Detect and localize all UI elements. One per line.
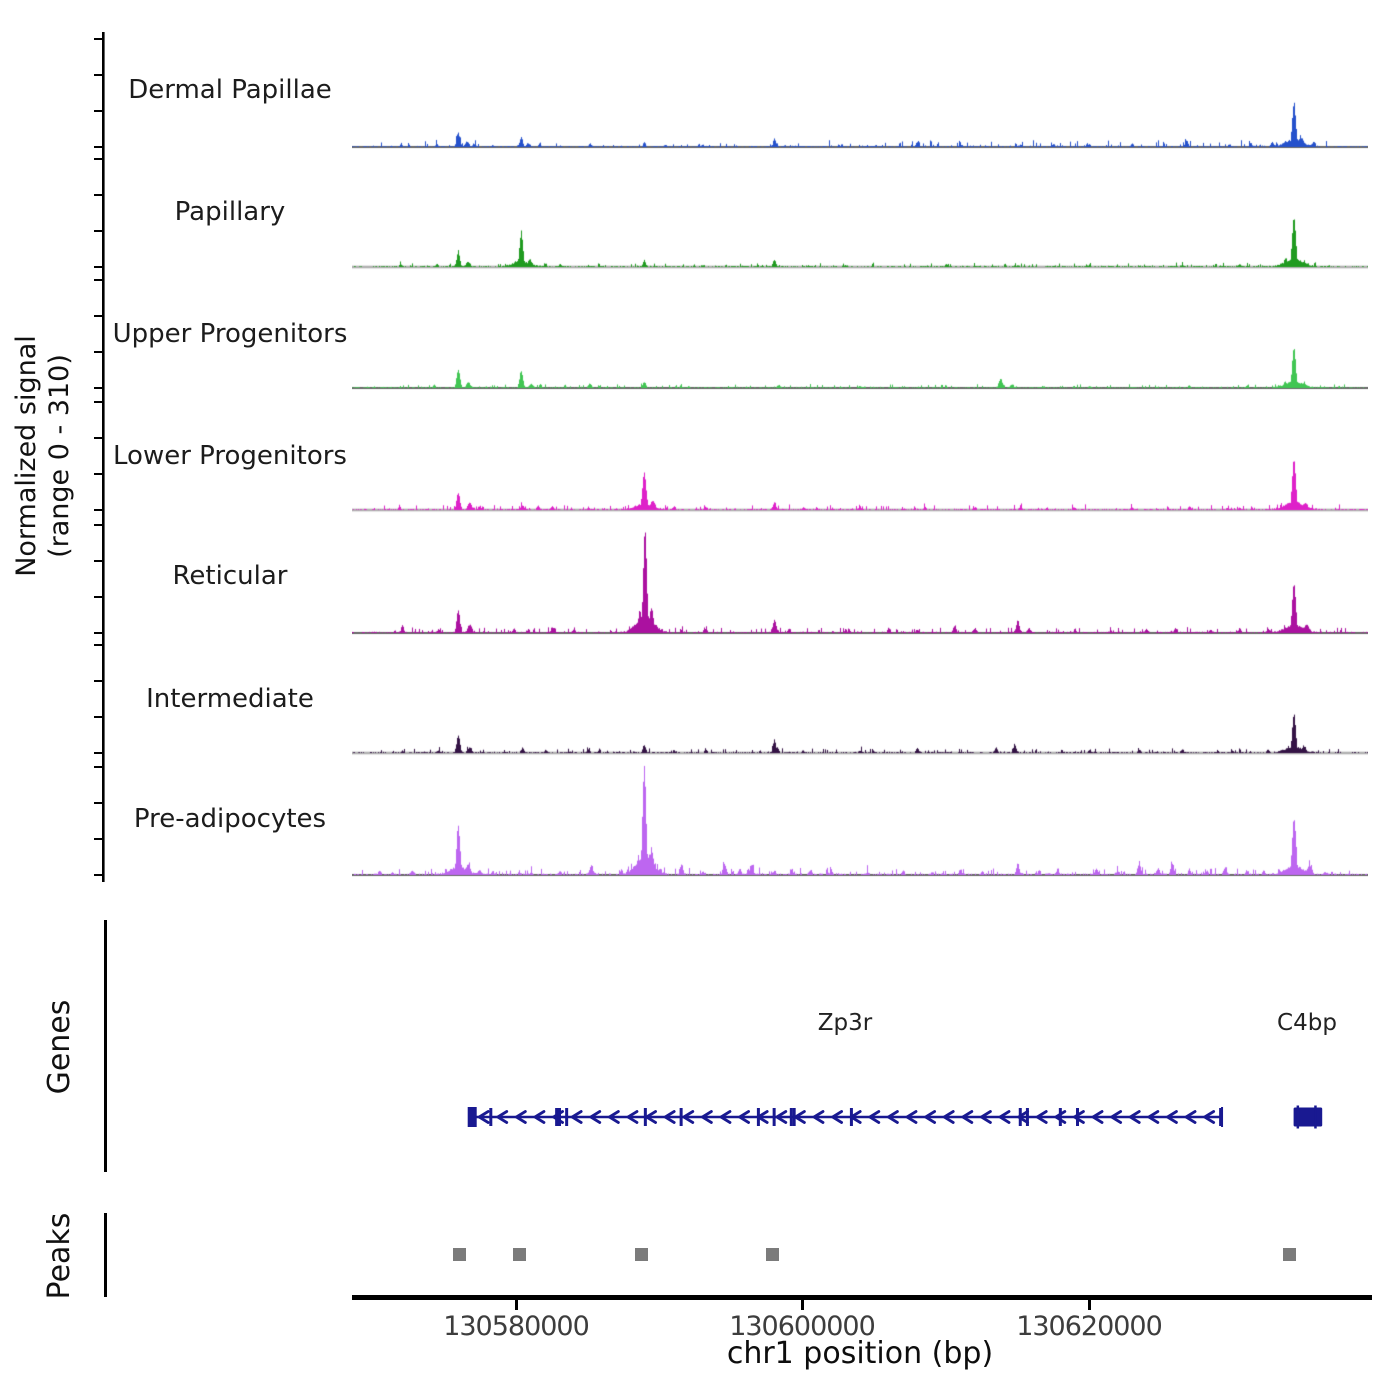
track-label-lower-progenitors: Lower Progenitors bbox=[113, 441, 347, 471]
peak-region-marker bbox=[1283, 1248, 1296, 1261]
genes-section-label: Genes bbox=[42, 999, 77, 1095]
peak-region-marker bbox=[635, 1248, 648, 1261]
gene-models bbox=[352, 1020, 1368, 1180]
peaks-axis-line bbox=[104, 1213, 107, 1297]
genes-axis-line bbox=[104, 920, 107, 1172]
signal-track-dermal-papillae bbox=[352, 37, 1368, 151]
signal-track-lower-progenitors bbox=[352, 400, 1368, 514]
track-label-dermal-papillae: Dermal Papillae bbox=[128, 75, 332, 105]
y-axis-label bbox=[11, 196, 77, 716]
x-tick-2 bbox=[801, 1300, 804, 1310]
x-axis-title: chr1 position (bp) bbox=[726, 1336, 994, 1371]
peaks-section-label: Peaks bbox=[42, 1212, 77, 1300]
signal-track-upper-progenitors bbox=[352, 278, 1368, 392]
x-axis-line bbox=[352, 1295, 1372, 1300]
track-label-papillary: Papillary bbox=[174, 197, 286, 227]
peak-region-marker bbox=[766, 1248, 779, 1261]
x-tick-label-1: 130580000 bbox=[443, 1311, 589, 1342]
x-tick-1 bbox=[515, 1300, 518, 1310]
signal-track-papillary bbox=[352, 157, 1368, 271]
track-label-pre-adipocytes: Pre-adipocytes bbox=[133, 804, 327, 834]
signal-track-intermediate bbox=[352, 643, 1368, 757]
x-tick-label-2: 130600000 bbox=[729, 1311, 875, 1342]
peak-region-marker bbox=[453, 1248, 466, 1261]
gene-label-zp3r: Zp3r bbox=[817, 1010, 873, 1036]
peak-region-marker bbox=[513, 1248, 526, 1261]
y-axis-label-line1: Normalized signal bbox=[11, 335, 42, 577]
signal-track-pre-adipocytes bbox=[352, 765, 1368, 879]
x-tick-label-3: 130620000 bbox=[1016, 1311, 1162, 1342]
gene-label-c4bp: C4bp bbox=[1277, 1010, 1337, 1036]
track-label-upper-progenitors: Upper Progenitors bbox=[112, 319, 348, 349]
y-axis bbox=[85, 28, 113, 884]
track-label-intermediate: Intermediate bbox=[146, 684, 314, 714]
signal-track-reticular bbox=[352, 523, 1368, 637]
track-label-reticular: Reticular bbox=[172, 561, 288, 591]
x-tick-3 bbox=[1088, 1300, 1091, 1310]
y-axis-label-line2: (range 0 - 310) bbox=[43, 354, 75, 558]
